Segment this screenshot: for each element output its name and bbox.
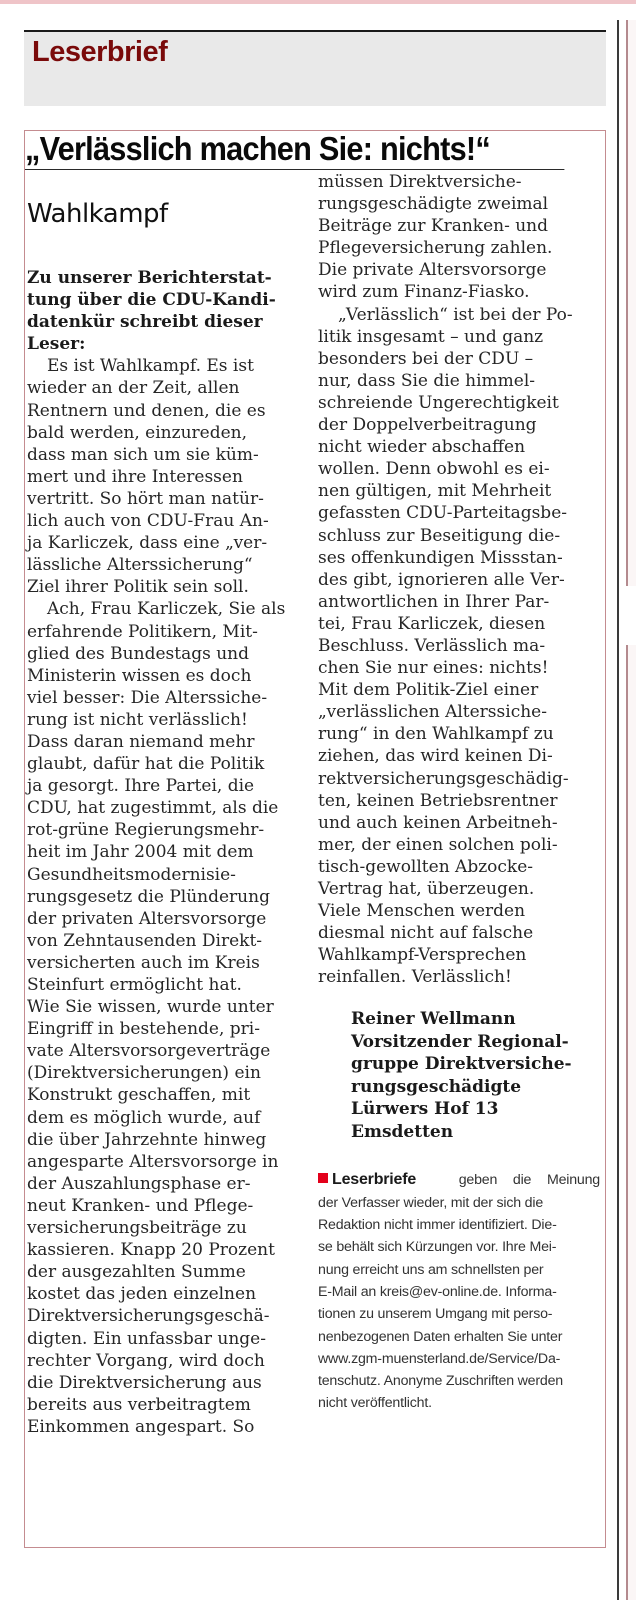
body-line: die über Jahrzehnte hinweg: [27, 1129, 267, 1150]
body-line: glied des Bundestags und: [27, 643, 249, 664]
body-line: der ausgezahlten Summe: [27, 1262, 246, 1283]
intro-line: tung über die CDU-Kandi-: [27, 290, 276, 311]
body-line: schreiende Ungerechtigkeit: [318, 392, 559, 413]
body-line: Gesundheitsmodernisie-: [27, 864, 236, 885]
intro-text: [27, 267, 303, 355]
body-line: wird zum Finanz-Fiasko.: [318, 282, 530, 303]
adjacent-article-edge: [626, 645, 636, 1600]
body-line: Wie Sie wissen, wurde unter: [27, 997, 274, 1018]
body-line: die Direktversicherung aus: [27, 1372, 262, 1393]
body-line: vertritt. So hört man natür-: [27, 488, 264, 509]
signature-line: rungsgeschädigte: [351, 1076, 522, 1097]
body-text-left: [27, 355, 303, 1438]
left-column: [27, 171, 303, 1438]
body-line: mert und ihre Interessen: [27, 466, 243, 487]
body-line: Ach, Frau Karliczek, Sie als: [47, 599, 286, 620]
body-line: tei, Frau Karliczek, diesen: [318, 613, 546, 634]
body-line: wieder an der Zeit, allen: [27, 378, 240, 399]
disclaimer-first-line: [318, 1169, 600, 1191]
body-line: versicherungsbeiträge zu: [27, 1218, 247, 1239]
body-line: gefassten CDU-Parteitagsbe-: [318, 503, 567, 524]
body-line: rot-grüne Regierungsmehr-: [27, 820, 265, 841]
disclaimer-line: www.zgm-muensterland.de/Service/Da-: [318, 1350, 561, 1367]
body-line: erfahrende Politikern, Mit-: [27, 621, 258, 642]
disclaimer-line: tenschutz. Anonyme Zuschriften werden: [318, 1373, 563, 1390]
section-kicker: Leserbrief: [32, 36, 168, 68]
body-line: Beschluss. Verlässlich ma-: [318, 635, 546, 656]
disclaimer-line: nenbezogenen Daten erhalten Sie unter: [318, 1328, 563, 1345]
body-line: Ministerin wissen es doch: [27, 665, 252, 686]
disclaimer-line: Redaktion nicht immer identifiziert. Die-: [318, 1217, 557, 1234]
body-line: CDU, hat zugestimmt, als die: [27, 798, 279, 819]
body-line: glaubt, dafür hat die Politik: [27, 754, 265, 775]
body-line: Viele Menschen werden: [318, 901, 526, 922]
intro-line: Leser:: [27, 334, 86, 355]
body-line: des gibt, ignorieren alle Ver-: [318, 569, 565, 590]
signature-line: Lürwers Hof 13: [351, 1099, 499, 1120]
body-line: Direktversicherungsgeschä-: [27, 1306, 270, 1327]
body-line: bald werden, einzureden,: [27, 422, 248, 443]
body-line: „Verlässlich“ ist bei der Po-: [338, 304, 573, 325]
body-line: Dass daran niemand mehr: [27, 731, 255, 752]
body-line: rechter Vorgang, wird doch: [27, 1350, 265, 1371]
disclaimer-body: [318, 1192, 600, 1415]
body-line: ziehen, das wird keinen Di-: [318, 746, 553, 767]
signature-line: Emsdetten: [351, 1121, 454, 1142]
signature-line: gruppe Direktversiche-: [351, 1054, 572, 1075]
body-line: Konstrukt geschaffen, mit: [27, 1085, 251, 1106]
body-line: „verlässlichen Alterssiche-: [318, 702, 547, 723]
disclaimer-line: E-Mail an kreis@ev-online.de. Informa-: [318, 1283, 557, 1300]
body-line: nen gültigen, mit Mehrheit: [318, 481, 552, 502]
intro-line: datenkür schreibt dieser: [27, 312, 263, 333]
body-line: Vertrag hat, überzeugen.: [318, 879, 535, 899]
body-line: antwortlichen in Ihrer Par-: [318, 591, 550, 612]
body-line: kostet das jeden einzelnen: [27, 1284, 257, 1305]
body-line: ten, keinen Betriebsrentner: [318, 790, 558, 811]
signature-line: Vorsitzender Regional-: [351, 1031, 569, 1052]
body-line: Eingriff in bestehende, pri-: [27, 1019, 260, 1040]
body-line: ses offenkundigen Missstan-: [318, 547, 563, 568]
letter-article: [24, 130, 606, 1548]
disclaimer-line: nicht veröffentlicht.: [318, 1395, 432, 1412]
disclaimer-line: geben die Meinung: [458, 1172, 600, 1189]
body-line: Die private Altersvorsorge: [318, 260, 547, 281]
body-line: besonders bei der CDU –: [318, 348, 534, 369]
body-line: chen Sie nur eines: nichts!: [318, 658, 549, 679]
body-line: dem es möglich wurde, auf: [27, 1107, 261, 1128]
topic-label: Wahlkampf: [27, 199, 168, 229]
body-line: müssen Direktversiche-: [318, 172, 522, 192]
headline: „Verlässlich machen Sie: nichts!“: [25, 131, 564, 170]
body-line: Mit dem Politik-Ziel einer: [318, 680, 539, 701]
disclaimer-line: tionen zu unserem Umgang mit perso-: [318, 1306, 553, 1323]
right-column: [318, 171, 600, 1415]
adjacent-article-edge: [626, 20, 636, 586]
body-line: lässliche Alterssicherung“: [27, 555, 253, 576]
body-line: von Zehntausenden Direkt-: [27, 930, 263, 951]
body-line: angesparte Altersvorsorge in: [27, 1151, 279, 1172]
body-line: Wahlkampf-Versprechen: [318, 945, 527, 966]
body-line: (Direktversicherungen) ein: [27, 1063, 261, 1084]
body-line: nur, dass Sie die himmel-: [318, 370, 536, 391]
disclaimer-line: der Verfasser wieder, mit der sich die: [318, 1194, 544, 1211]
body-line: der privaten Altersvorsorge: [27, 908, 267, 929]
body-line: Einkommen angespart. So: [27, 1416, 255, 1437]
disclaimer-lead: Leserbriefe: [332, 1171, 417, 1189]
body-line: Ziel ihrer Politik sein soll.: [27, 577, 249, 598]
signature-line: Reiner Wellmann: [351, 1009, 516, 1030]
body-line: Pflegeversicherung zahlen.: [318, 238, 553, 259]
body-line: ja Karliczek, dass eine „ver-: [27, 533, 268, 554]
body-line: schluss zur Beseitigung die-: [318, 525, 561, 546]
body-line: litik insgesamt – und ganz: [318, 326, 544, 347]
body-line: rektversicherungsgeschädig-: [318, 768, 569, 789]
body-line: Steinfurt ermöglicht hat.: [27, 975, 242, 995]
red-square-icon: [318, 1173, 328, 1183]
body-line: Rentnern und denen, die es: [27, 400, 266, 421]
intro-line: Zu unserer Berichterstat-: [27, 268, 272, 288]
body-line: der Auszahlungsphase er-: [27, 1173, 251, 1194]
body-line: diesmal nicht auf falsche: [318, 923, 534, 944]
body-line: der Doppelverbeitragung: [318, 415, 537, 436]
body-line: mer, der einen solchen poli-: [318, 834, 558, 855]
body-line: lich auch von CDU-Frau An-: [27, 511, 269, 532]
body-line: versicherten auch im Kreis: [27, 952, 260, 973]
top-strip: [0, 0, 636, 4]
body-line: dass man sich um sie küm-: [27, 444, 259, 465]
body-line: Beiträge zur Kranken- und: [318, 216, 549, 237]
body-line: kassieren. Knapp 20 Prozent: [27, 1240, 275, 1261]
body-text-right: [318, 171, 600, 988]
body-line: wollen. Denn obwohl es ei-: [318, 459, 550, 480]
body-line: neut Kranken- und Pflege-: [27, 1195, 254, 1216]
body-line: Es ist Wahlkampf. Es ist: [47, 356, 254, 377]
signature: [318, 1008, 600, 1143]
body-line: heit im Jahr 2004 mit dem: [27, 842, 254, 863]
body-line: rung ist nicht verlässlich!: [27, 709, 248, 730]
body-line: digten. Ein unfassbar unge-: [27, 1328, 266, 1349]
body-line: rungsgeschädigte zweimal: [318, 194, 549, 215]
column-divider: [617, 20, 619, 1600]
body-line: viel besser: Die Alterssiche-: [27, 687, 268, 708]
body-line: tisch-gewollten Abzocke-: [318, 856, 534, 877]
body-line: rungsgesetz die Plünderung: [27, 886, 270, 907]
body-line: vate Altersvorsorgeverträge: [27, 1041, 271, 1062]
body-line: und auch keinen Arbeitneh-: [318, 812, 558, 833]
disclaimer-line: nung erreicht uns am schnellsten per: [318, 1261, 544, 1278]
body-line: rung“ in den Wahlkampf zu: [318, 724, 554, 745]
body-line: nicht wieder abschaffen: [318, 437, 526, 458]
disclaimer-note: [318, 1169, 600, 1414]
body-line: ja gesorgt. Ihre Partei, die: [27, 776, 255, 797]
body-line: bereits aus verbeitragtem: [27, 1394, 251, 1415]
section-header: [24, 30, 606, 106]
body-line: reinfallen. Verlässlich!: [318, 967, 512, 988]
disclaimer-line: se behält sich Kürzungen vor. Ihre Mei-: [318, 1239, 557, 1256]
